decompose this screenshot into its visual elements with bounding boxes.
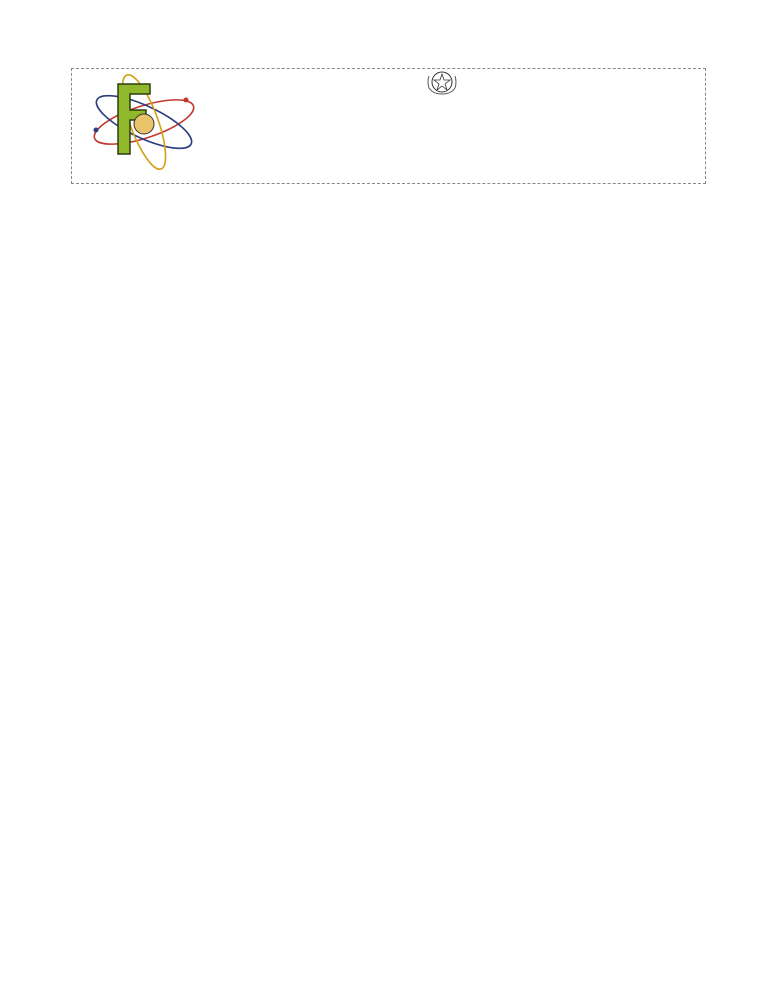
school-logo (88, 74, 200, 170)
republic-emblem-icon (425, 68, 459, 96)
